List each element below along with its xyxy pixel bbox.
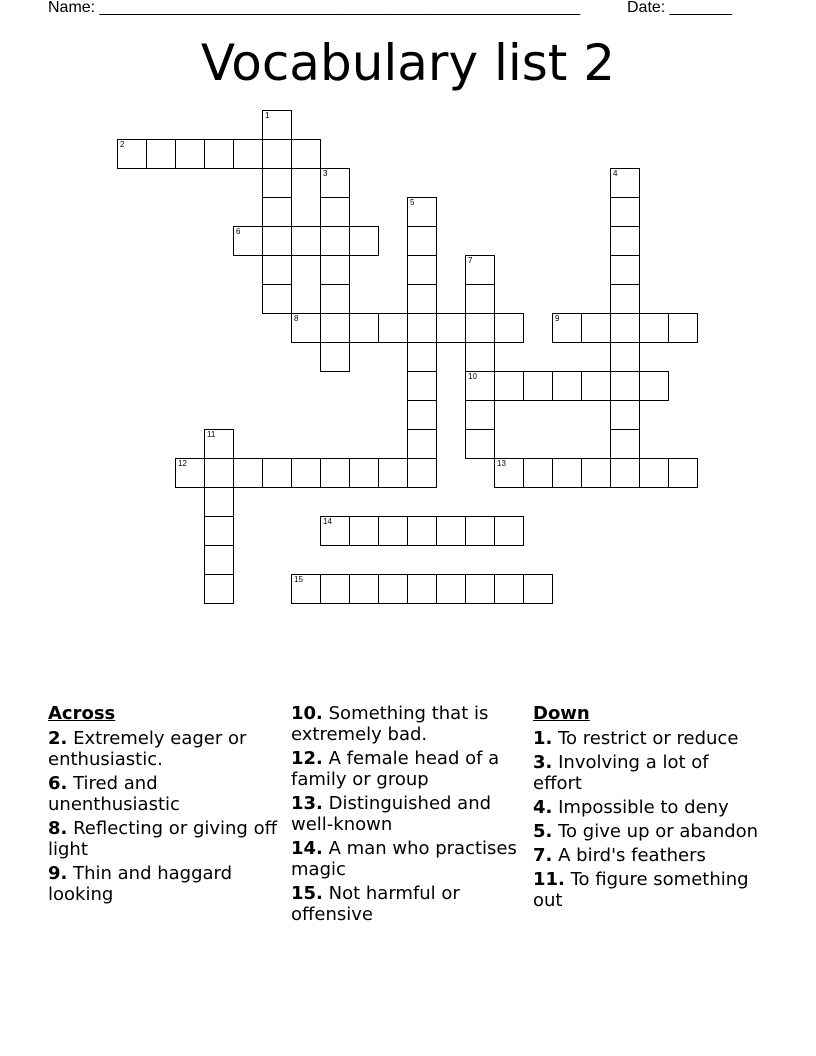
crossword-cell[interactable]	[349, 313, 379, 343]
crossword-cell[interactable]	[378, 458, 408, 488]
across-heading: Across	[48, 703, 116, 724]
crossword-cell[interactable]	[204, 139, 234, 169]
crossword-cell[interactable]	[552, 458, 582, 488]
crossword-cell[interactable]	[378, 313, 408, 343]
crossword-cell[interactable]	[320, 313, 350, 343]
crossword-cell[interactable]	[436, 516, 466, 546]
crossword-cell[interactable]	[262, 110, 292, 140]
crossword-cell[interactable]	[204, 487, 234, 517]
crossword-cell[interactable]	[262, 139, 292, 169]
crossword-cell[interactable]	[436, 574, 466, 604]
crossword-cell[interactable]	[175, 139, 205, 169]
crossword-cell[interactable]	[407, 458, 437, 488]
crossword-cell[interactable]	[465, 516, 495, 546]
clue-across-9: 9. Thin and haggard looking	[48, 863, 233, 905]
crossword-cell[interactable]	[291, 574, 321, 604]
clue-across-15: 15. Not harmful or offensive	[291, 883, 460, 925]
cell-number: 11	[207, 430, 216, 439]
crossword-cell[interactable]	[233, 226, 263, 256]
cell-number: 9	[555, 314, 560, 323]
crossword-cell[interactable]	[494, 574, 524, 604]
clue-across-14: 14. A man who practises magic	[291, 838, 517, 880]
crossword-cell[interactable]	[610, 168, 640, 198]
clues-column-1	[48, 703, 278, 908]
crossword-cell[interactable]	[378, 516, 408, 546]
clue-across-8: 8. Reflecting or giving off light	[48, 818, 277, 860]
crossword-cell[interactable]	[320, 168, 350, 198]
crossword-cell[interactable]	[204, 574, 234, 604]
crossword-cell[interactable]	[291, 458, 321, 488]
cell-number: 6	[236, 227, 241, 236]
crossword-cell[interactable]	[465, 371, 495, 401]
crossword-cell[interactable]	[639, 313, 669, 343]
clues-column-3	[533, 703, 763, 914]
crossword-cell[interactable]	[494, 516, 524, 546]
cell-number: 13	[497, 459, 506, 468]
crossword-cell[interactable]	[320, 255, 350, 285]
crossword-cell[interactable]	[610, 458, 640, 488]
crossword-cell[interactable]	[494, 458, 524, 488]
crossword-cell[interactable]	[668, 458, 698, 488]
crossword-cell[interactable]	[552, 371, 582, 401]
clue-down-5: 5. To give up or abandon	[533, 821, 759, 842]
crossword-cell[interactable]	[465, 574, 495, 604]
crossword-cell[interactable]	[407, 342, 437, 372]
crossword-cell[interactable]	[436, 313, 466, 343]
crossword-cell[interactable]	[610, 226, 640, 256]
page-title: Vocabulary list 2	[200, 34, 616, 92]
crossword-cell[interactable]	[581, 458, 611, 488]
cell-number: 12	[178, 459, 187, 468]
crossword-cell[interactable]	[291, 139, 321, 169]
cell-number: 14	[323, 517, 332, 526]
clue-across-10: 10. Something that is extremely bad.	[291, 703, 489, 745]
crossword-cell[interactable]	[610, 313, 640, 343]
clue-across-13: 13. Distinguished and well-known	[291, 793, 492, 835]
crossword-cell[interactable]	[320, 574, 350, 604]
crossword-cell[interactable]	[610, 284, 640, 314]
crossword-cell[interactable]	[610, 400, 640, 430]
clue-down-3: 3. Involving a lot of effort	[533, 752, 709, 794]
clue-across-12: 12. A female head of a family or group	[291, 748, 500, 790]
crossword-cell[interactable]	[407, 284, 437, 314]
crossword-cell[interactable]	[262, 168, 292, 198]
crossword-cell[interactable]	[349, 226, 379, 256]
clue-down-1: 1. To restrict or reduce	[533, 728, 739, 749]
clue-across-2: 2. Extremely eager or enthusiastic.	[48, 728, 247, 770]
crossword-cell[interactable]	[494, 313, 524, 343]
crossword-cell[interactable]	[233, 458, 263, 488]
clues-column-2	[291, 703, 519, 928]
crossword-cell[interactable]	[523, 458, 553, 488]
crossword-cell[interactable]	[407, 313, 437, 343]
crossword-cell[interactable]	[262, 197, 292, 227]
crossword-cell[interactable]	[320, 197, 350, 227]
crossword-cell[interactable]	[291, 313, 321, 343]
crossword-cell[interactable]	[378, 574, 408, 604]
cell-number: 3	[323, 169, 328, 178]
crossword-cell[interactable]	[262, 284, 292, 314]
crossword-cell[interactable]	[407, 516, 437, 546]
crossword-cell[interactable]	[465, 255, 495, 285]
crossword-cell[interactable]	[465, 284, 495, 314]
crossword-cell[interactable]	[407, 400, 437, 430]
crossword-cell[interactable]	[349, 516, 379, 546]
crossword-cell[interactable]	[610, 197, 640, 227]
crossword-cell[interactable]	[610, 255, 640, 285]
crossword-cell[interactable]	[117, 139, 147, 169]
crossword-cell[interactable]	[581, 371, 611, 401]
crossword-cell[interactable]	[262, 458, 292, 488]
cell-number: 4	[613, 169, 618, 178]
clue-down-11: 11. To figure something out	[533, 869, 749, 911]
crossword-cell[interactable]	[523, 371, 553, 401]
crossword-cell[interactable]	[204, 516, 234, 546]
crossword-cell[interactable]	[320, 458, 350, 488]
crossword-cell[interactable]	[610, 342, 640, 372]
cell-number: 10	[468, 372, 477, 381]
cell-number: 1	[265, 111, 270, 120]
crossword-cell[interactable]	[349, 574, 379, 604]
crossword-cell[interactable]	[407, 429, 437, 459]
cell-number: 2	[120, 140, 125, 149]
crossword-cell[interactable]	[204, 429, 234, 459]
crossword-cell[interactable]	[262, 226, 292, 256]
crossword-cell[interactable]	[639, 458, 669, 488]
cell-number: 8	[294, 314, 299, 323]
crossword-cell[interactable]	[407, 574, 437, 604]
crossword-cell[interactable]	[465, 313, 495, 343]
crossword-cell[interactable]	[320, 284, 350, 314]
crossword-cell[interactable]	[610, 429, 640, 459]
crossword-cell[interactable]	[262, 255, 292, 285]
crossword-cell[interactable]	[523, 574, 553, 604]
crossword-cell[interactable]	[581, 313, 611, 343]
crossword-cell[interactable]	[552, 313, 582, 343]
crossword-cell[interactable]	[407, 255, 437, 285]
name-field-label: Name: ______________________________________________________	[48, 0, 581, 16]
crossword-cell[interactable]	[407, 226, 437, 256]
crossword-cell[interactable]	[407, 371, 437, 401]
crossword-cell[interactable]	[668, 313, 698, 343]
clue-down-7: 7. A bird's feathers	[533, 845, 706, 866]
crossword-cell[interactable]	[175, 458, 205, 488]
crossword-cell[interactable]	[407, 197, 437, 227]
crossword-cell[interactable]	[204, 458, 234, 488]
cell-number: 5	[410, 198, 415, 207]
cell-number: 7	[468, 256, 473, 265]
date-field-label: Date: _______	[627, 0, 732, 16]
crossword-cell[interactable]	[639, 371, 669, 401]
crossword-cell[interactable]	[146, 139, 176, 169]
crossword-cell[interactable]	[320, 226, 350, 256]
crossword-cell[interactable]	[233, 139, 263, 169]
crossword-cell[interactable]	[610, 371, 640, 401]
crossword-cell[interactable]	[291, 226, 321, 256]
crossword-cell[interactable]	[465, 429, 495, 459]
crossword-cell[interactable]	[465, 400, 495, 430]
crossword-cell[interactable]	[494, 371, 524, 401]
cell-number: 15	[294, 575, 303, 584]
clue-down-4: 4. Impossible to deny	[533, 797, 729, 818]
crossword-cell[interactable]	[204, 545, 234, 575]
crossword-cell[interactable]	[349, 458, 379, 488]
down-heading: Down	[533, 703, 590, 724]
clue-across-6: 6. Tired and unenthusiastic	[48, 773, 180, 815]
crossword-cell[interactable]	[320, 516, 350, 546]
crossword-cell[interactable]	[320, 342, 350, 372]
crossword-cell[interactable]	[465, 342, 495, 372]
